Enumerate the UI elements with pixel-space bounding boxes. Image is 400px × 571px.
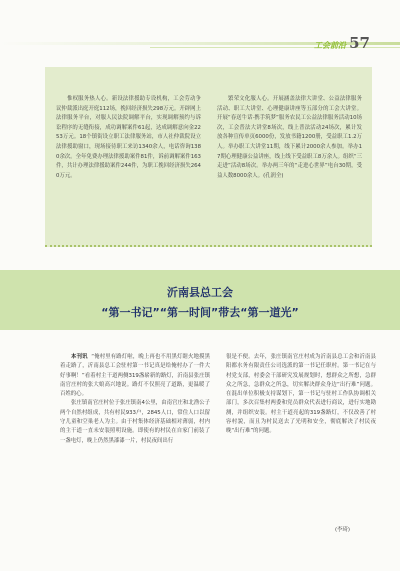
info-box-right-column (217, 95, 362, 181)
info-box-left-paragraph: 惟权服务热人心。新设法律援助专设机构，工会劳动争议仲裁派出庭开庭112场，挽回经济损失298万元。开辟网上法律服务平台，对服人民法院调解平台，实现调解预约与诉讼程序的无缝衔接，成功调解案件61起，达成调解意向金2253万元。18个镇街设立职工法律服务站，市人社仲裁院设立法律援助窗口，现场接待职工来访1340余人，电话咨询1380余次。全年免费办理法律援助案件81件，诉前调解案件163件，共计办理法律援助案件244件，为职工挽回经济损失2640万元。 (56, 96, 201, 179)
info-box-right-paragraph: 繁荣文化服人心。开展涵盖法律大讲堂、公益法律服务活动、职工大讲堂、心理健康讲座等五部分的工会大讲堂。开展“春送牛话·携手筑梦”服务农民工公益法律服务活动10场次，工会普法大讲堂8场次，线上普法活动24场次，累计发放各种宣传单页6000份，发放书籍1200册，受益职工1.2万人。举办职工大讲堂11期，线下累计2000余人参加。举办17期心理健康公益讲座，线上线下受益职工8万余人。组织“三走进”活动8场次。举办两三年的“走进心世界”电台30期，受益人数8000余人。(孔润全) (217, 96, 362, 179)
article-body (60, 353, 376, 446)
article-title-line2: “第一书记”“第一时间”带去“第一道光” (101, 306, 299, 319)
article-left-column (60, 353, 210, 446)
page-header (0, 0, 400, 60)
article-byline: 本刊讯 (71, 354, 88, 360)
info-box (45, 67, 372, 247)
article-paragraph-text: “俺村里有路灯啦，晚上再也不用黑灯瞎火地摸黑着走路了，沂南县总工会驻村第一书记真是给俺村办了一件大好事啊！”看着村主干道两侧319盏崭新的路灯，沂南县张庄镇南官庄村的张大娘高兴地说。路灯不仅照亮了道路，更温暖了百姓的心。 (60, 354, 210, 398)
editor-credit: (李琦) (335, 527, 350, 533)
article-paragraph (60, 353, 210, 399)
article-paragraph: 很是不便。去年，张庄镇南官庄村成为沂南县总工会和沂南县阳都水务有限责任公司选派的第一书记任职村。第一书记在与村党支部，村委会干部研究发展规划时，想群众之所想，急群众之所急，急群众之所急，切实解决群众身边“出行难”问题。在混出单位积极支持谋划下，第一书记与驻村工作队协调相关部门，多次召集村两委和党员群众代表进行商议，进行实地勘测，并组织安装。村主干道亮起的319盏路灯，不仅改善了村容村貌，而且为村民送去了光明和安全，彻底解决了村民夜晚“出行难”的问题。 (226, 354, 376, 435)
article-title-band (0, 270, 400, 330)
section-tag: 工会前沿 (314, 41, 346, 50)
article-right-column (226, 353, 376, 446)
page-number: 57 (349, 34, 370, 52)
article-paragraph: 张庄镇南官庄村位于张庄镇南4公里，由南官庄和北渔公子两个自然村组成，共有村民933户，2845人口，常住人口以留守儿童和空巢老人为主。由于村集体经济基础相对薄弱，村内的主干道一直未安装照明设施。即使有的村民在自家门前装了一盏电灯，晚上仍然黑漆漆一片，村民夜间出行 (60, 400, 210, 444)
info-box-columns (56, 95, 362, 181)
info-box-left-column (56, 95, 201, 181)
article-title-line1: 沂南县总工会 (167, 286, 233, 299)
